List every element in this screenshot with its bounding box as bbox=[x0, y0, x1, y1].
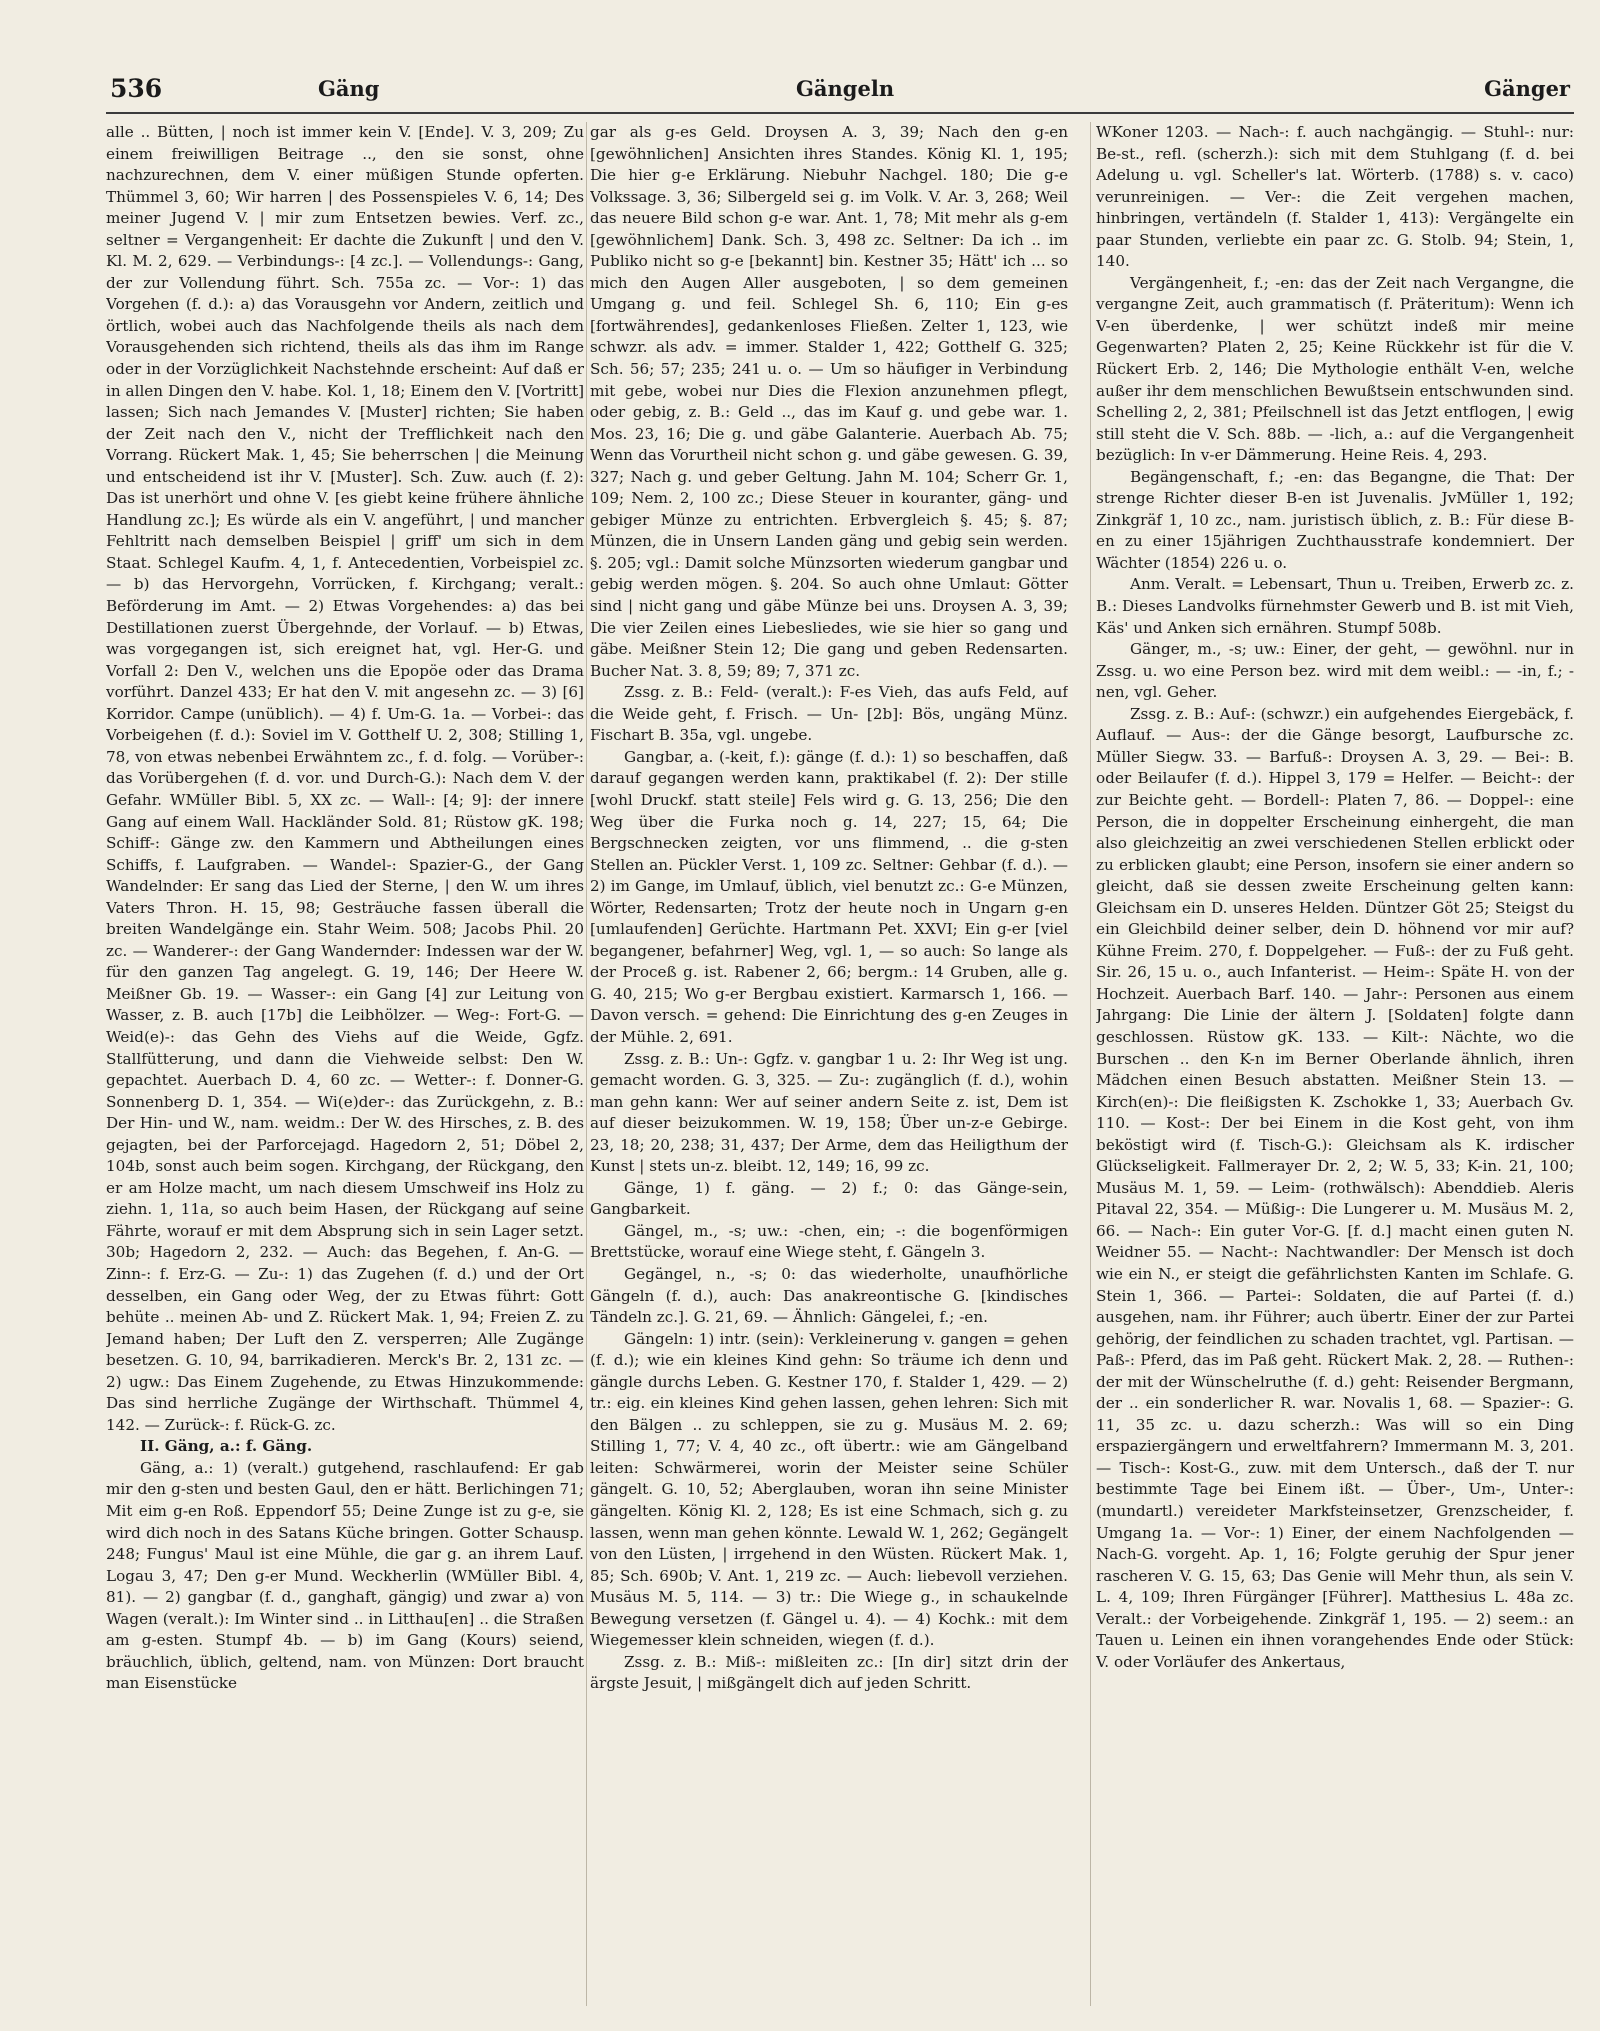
column-2 bbox=[590, 122, 1068, 2012]
running-head-center: Gängeln bbox=[796, 76, 895, 101]
entry-text: Gänger, m., -s; uw.: Einer, der geht, — gewöhnl. nur in Zssg. u. wo eine Person bez. wird mit dem weibl.: — -in, f.; -nen, vgl. Geher. bbox=[1096, 640, 1574, 702]
entry-text: Zssg. z. B.: Un-: Ggfz. v. gangbar 1 u. 2: Ihr Weg ist ung. gemacht worden. G. 3, 325. — Zu-: zugänglich (f. d.), wohin man gehn kann: Wer auf seiner andern Seite z. ist, Dem ist auf dieser beizukommen. W. 19, 158; Über un-z-e Gebirge. 23, 18; 20, 238; 31, 437; Der Arme, dem das Heiligthum der Kunst | stets un-z. bleibt. 12, 149; 16, 99 zc. bbox=[590, 1049, 1068, 1176]
running-head-right: Gänger bbox=[1484, 76, 1570, 101]
entry-text: alle .. Bütten, | noch ist immer kein V. [Ende]. V. 3, 209; Zu einem freiwilligen Beitrage .., den sie sonst, ohne nachzurechnen, dem V. einer müßigen Stunde opferten. Thümmel 3, 60; Wir harren | des Possenspieles V. 6, 14; Des meiner Jugend V. | mir zum Entsetzen bewies. Verf. zc., seltner = Vergangenheit: Er dachte die Zukunft | und den V. Kl. M. 2, 629. — Verbindungs-: [4 zc.]. — Vollendungs-: Gang, der zur Vollendung führt. Sch. 755a zc. — Vor-: 1) das Vorgehen (f. d.): a) das Vorausgehn vor Andern, zeitlich und örtlich, wobei auch das Nachfolgende theils als nach dem Vorausgehenden sich richtend, theils als das ihm im Range oder in der Vorzüglichkeit Nachstehnde erscheint: Auf daß er in allen Dingen den V. habe. Kol. 1, 18; Einem den V. [Vortritt] lassen; Sich nach Jemandes V. [Muster] richten; Sie haben der Zeit nach den V., nicht der Trefflichkeit nach den Vorrang. Rückert Mak. 1, 45; Sie beherrschen | die Meinung und entscheidend ist ihr V. [Muster]. Sch. Zuw. auch (f. 2): Das ist unerhört und ohne V. [es giebt keine frühere ähnliche Handlung zc.]; Es würde als ein V. angeführt, | und mancher Fehltritt nach demselben Beispiel | griff' um sich in dem Staat. Schlegel Kaufm. 4, 1, f. Antecedentien, Vorbeispiel zc. — b) das Hervorgehn, Vorrücken, f. Kirchgang; veralt.: Beförderung im Amt. — 2) Etwas Vorgehendes: a) das bei Destillationen zuerst Übergehnde, der Vorlauf. — b) Etwas, was vorgegangen ist, sich ereignet hat, vgl. Her-G. und Vorfall 2: Den V., welchen uns die Epopöe oder das Drama vorführt. Danzel 433; Er hat den V. mit angesehn zc. — 3) [6] Korridor. Campe (unüblich). — 4) f. Um-G. 1a. — Vorbei-: das Vorbeigehen (f. d.): Soviel im V. Gotthelf U. 2, 308; Stilling 1, 78, von etwas nebenbei Erwähntem zc., f. d. folg. — Vorüber-: das Vorübergehen (f. d. vor. und Durch-G.): Nach dem V. der Gefahr. WMüller Bibl. 5, XX zc. — Wall-: [4; 9]: der innere Gang auf einem Wall. Hackländer Sold. 81; Rüstow gK. 198; Schiff-: Gänge zw. den Kammern und Abtheilungen eines Schiffs, f. Laufgraben. — Wandel-: Spazier-G., der Gang Wandelnder: Er sang das Lied der Sterne, | den W. um ihres Vaters Thron. H. 15, 98; Gesträuche fassen überall die breiten Wandelgänge ein. Stahr Weim. 508; Jacobs Phil. 20 zc. — Wanderer-: der Gang Wandernder: Indessen war der W. für den ganzen Tag angelegt. G. 19, 146; Der Heere W. Meißner Gb. 19. — Wasser-: ein Gang [4] zur Leitung von Wasser, z. B. auch [17b] die Leibhölzer. — Weg-: Fort-G. — Weid(e)-: das Gehn des Viehs auf die Weide, Ggfz. Stallfütterung, und dann die Viehweide selbst: Den W. gepachtet. Auerbach D. 4, 60 zc. — Wetter-: f. Donner-G. Sonnenberg D. 1, 354. — Wi(e)der-: das Zurückgehn, z. B.: Der Hin- und W., nam. weidm.: Der W. des Hirsches, z. B. des gejagten, bei der Parforcejagd. Hagedorn 2, 51; Döbel 2, 104b, sonst auch beim sogen. Kirchgang, der Rückgang, den er am Holze macht, um nach diesem Umschweif ins Holz zu ziehn. 1, 11a, so auch beim Hasen, der Rückgang auf seine Fährte, worauf er mit dem Absprung sich in sein Lager setzt. 30b; Hagedorn 2, 232. — Auch: das Begehen, f. An-G. — Zinn-: f. Erz-G. — Zu-: 1) das Zugehen (f. d.) und der Ort desselben, ein Gang oder Weg, der zu Etwas führt: Gott behüte .. meinen Ab- und Z. Rückert Mak. 1, 94; Freien Z. zu Jemand haben; Der Luft den Z. versperren; Alle Zugänge besetzen. G. 10, 94, barrikadieren. Merck's Br. 2, 131 zc. — 2) ugw.: Das Einem Zugehende, zu Etwas Hinzukommende: Das sind herrliche Zugänge der Wirthschaft. Thümmel 4, 142. — Zurück-: f. Rück-G. zc. bbox=[106, 123, 584, 1434]
entry-text: II. Gäng, a.: f. Gäng. bbox=[140, 1437, 313, 1456]
column-3 bbox=[1096, 122, 1574, 2012]
column-divider bbox=[586, 122, 587, 2006]
page-header bbox=[106, 74, 1574, 114]
entry-text: Gangbar, a. (-keit, f.): gänge (f. d.): 1) so beschaffen, daß darauf gegangen werden kann, praktikabel (f. 2): Der stille [wohl Druckf. statt steile] Fels wird g. G. 13, 256; Die den Weg über die Furka noch g. 14, 227; 15, 64; Die Bergschnecken zeigten, vor uns flimmend, .. die g-sten Stellen an. Pückler Verst. 1, 109 zc. Seltner: Gehbar (f. d.). — 2) im Gange, im Umlauf, üblich, viel benutzt zc.: G-e Münzen, Wörter, Redensarten; Trotz der heute noch in Ungarn g-en [umlaufenden] Gerüchte. Hartmann Pet. XXVI; Ein g-er [viel begangener, befahrner] Weg, vgl. 1, — so auch: So lange als der Proceß g. ist. Rabener 2, 66; bergm.: 14 Gruben, alle g. G. 40, 215; Wo g-er Bergbau existiert. Karmarsch 1, 166. — Davon versch. = gehend: Die Einrichtung des g-en Zeuges in der Mühle. 2, 691. bbox=[590, 747, 1068, 1046]
entry-text: Gängel, m., -s; uw.: -chen, ein; -: die bogenförmigen Brettstücke, worauf eine Wiege steht, f. Gängeln 3. bbox=[590, 1221, 1068, 1262]
page-number: 536 bbox=[110, 74, 163, 103]
header-rule bbox=[106, 112, 1574, 114]
entry-text: Gäng, a.: 1) (veralt.) gutgehend, raschlaufend: Er gab mir den g-sten und besten Gaul, den er hätt. Berlichingen 71; Mit eim g-en Roß. Eppendorf 55; Deine Zunge ist zu g-e, sie wird dich noch in des Satans Küche bringen. Gotter Schausp. 248; Fungus' Maul ist eine Mühle, die gar g. an ihrem Lauf. Logau 3, 47; Den g-er Mund. Weckherlin (WMüller Bibl. 4, 81). — 2) gangbar (f. d., ganghaft, gängig) und zwar a) von Wagen (veralt.): Im Winter sind .. in Litthau[en] .. die Straßen am g-esten. Stumpf 4b. — b) im Gang (Kours) seiend, bräuchlich, üblich, geltend, nam. von Münzen: Dort braucht man Eisenstücke bbox=[106, 1458, 584, 1693]
running-head-left: Gäng bbox=[318, 76, 380, 101]
entry-text: Gängeln: 1) intr. (sein): Verkleinerung v. gangen = gehen (f. d.); wie ein kleines Kind gehn: So träume ich denn und gängle durchs Leben. G. Kestner 170, f. Stalder 1, 429. — 2) tr.: eig. ein kleines Kind gehen lassen, gehen lehren: Sich mit den Bälgen .. zu schleppen, sie zu g. Musäus M. 2. 69; Stilling 1, 77; V. 4, 40 zc., oft übertr.: wie am Gängelband leiten: Schwärmerei, worin der Meister seine Schüler gängelt. G. 10, 52; Aberglauben, woran ihn seine Minister gängelten. König Kl. 2, 128; Es ist eine Schmach, sich g. zu lassen, wenn man gehen könnte. Lewald W. 1, 262; Gegängelt von den Lüsten, | irrgehend in den Wüsten. Rückert Mak. 1, 85; Sch. 690b; V. Ant. 1, 219 zc. — Auch: liebevoll verziehen. Musäus M. 5, 114. — 3) tr.: Die Wiege g., in schaukelnde Bewegung versetzen (f. Gängel u. 4). — 4) Kochk.: mit dem Wiegemesser klein schneiden, wiegen (f. d.). bbox=[590, 1329, 1068, 1650]
entry-text: gar als g-es Geld. Droysen A. 3, 39; Nach den g-en [gewöhnlichen] Ansichten ihres Standes. König Kl. 1, 195; Die hier g-e Erklärung. Niebuhr Nachgel. 180; Die g-e Volkssage. 3, 36; Silbergeld sei g. im Volk. V. Ar. 3, 268; Weil das neuere Bild schon g-e war. Ant. 1, 78; Mit mehr als g-em [gewöhnlichem] Dank. Sch. 3, 498 zc. Seltner: Da ich .. im Publiko nicht so g-e [bekannt] bin. Kestner 35; Hätt' ich ... so mich den Augen Aller ausgeboten, | so dem gemeinen Umgang g. und feil. Schlegel Sh. 6, 110; Ein g-es [fortwährendes], gedankenloses Fließen. Zelter 1, 123, wie schwzr. als adv. = immer. Stalder 1, 422; Gotthelf G. 325; Sch. 56; 57; 235; 241 u. o. — Um so häufiger in Verbindung mit gebe, wobei nur Dies die Flexion anzunehmen pflegt, oder gebig, z. B.: Geld .., das im Kauf g. und gebe war. 1. Mos. 23, 16; Die g. und gäbe Galanterie. Auerbach Ab. 75; Wenn das Vorurtheil nicht schon g. und gäbe gewesen. G. 39, 327; Nach g. und geber Geltung. Jahn M. 104; Scherr Gr. 1, 109; Nem. 2, 100 zc.; Diese Steuer in kouranter, gäng- und gebiger Münze zu entrichten. Erbvergleich §. 45; §. 87; Münzen, die in Unsern Landen gäng und gebig sein werden. §. 205; vgl.: Damit solche Münzsorten wiederum gangbar und gebig werden mögen. §. 204. So auch ohne Umlaut: Götter sind | nicht gang und gäbe Münze bei uns. Droysen A. 3, 39; Die vier Zeilen eines Liebesliedes, wie sie hier so gang und gäbe. Meißner Stein 12; Die gang und geben Redensarten. Bucher Nat. 3. 8, 59; 89; 7, 371 zc. bbox=[590, 123, 1068, 680]
column-1 bbox=[106, 122, 584, 2012]
entry-text: WKoner 1203. — Nach-: f. auch nachgängig. — Stuhl-: nur: Be-st., refl. (scherzh.): sich mit dem Stuhlgang (f. d. bei Adelung u. vgl. Scheller's lat. Wörterb. (1788) s. v. caco) verunreinigen. — Ver-: die Zeit vergehen machen, hinbringen, vertändeln (f. Stalder 1, 413): Vergängelte ein paar Stunden, verliebte ein paar zc. G. Stolb. 94; Stein, 1, 140. bbox=[1096, 123, 1574, 271]
entry-text: Vergängenheit, f.; -en: das der Zeit nach Vergangne, die vergangne Zeit, auch grammatisch (f. Präteritum): Wenn ich V-en überdenke, | wer schützt indeß mir meine Gegenwarten? Platen 2, 25; Keine Rückkehr ist für die V. Rückert Erb. 2, 146; Die Mythologie enthält V-en, welche außer ihr dem menschlichen Bewußtsein entschwunden sind. Schelling 2, 2, 381; Pfeilschnell ist das Jetzt entflogen, | ewig still steht die V. Sch. 88b. — -lich, a.: auf die Vergangenheit bezüglich: In v-er Dämmerung. Heine Reis. 4, 293. bbox=[1096, 273, 1574, 465]
entry-text: Gegängel, n., -s; 0: das wiederholte, unaufhörliche Gängeln (f. d.), auch: Das anakreontische G. [kindisches Tändeln zc.]. G. 21, 69. — Ähnlich: Gängelei, f.; -en. bbox=[590, 1264, 1068, 1327]
entry-text: Zssg. z. B.: Feld- (veralt.): F-es Vieh, das aufs Feld, auf die Weide geht, f. Frisch. — Un- [2b]: Bös, ungäng Münz. Fischart B. 35a, vgl. ungebe. bbox=[590, 683, 1068, 745]
entry-text: Begängenschaft, f.; -en: das Begangne, die That: Der strenge Richter dieser B-en ist Juvenalis. JvMüller 1, 192; Zinkgräf 1, 10 zc., nam. juristisch üblich, z. B.: Für diese B-en zu einer 15jährigen Zuchthausstrafe kondemniert. Der Wächter (1854) 226 u. o. bbox=[1096, 467, 1574, 572]
entry-text: Gänge, 1) f. gäng. — 2) f.; 0: das Gänge-sein, Gangbarkeit. bbox=[590, 1178, 1068, 1219]
entry-text: Zssg. z. B.: Miß-: mißleiten zc.: [In dir] sitzt drin der ärgste Jesuit, | mißgängelt dich auf jeden Schritt. bbox=[590, 1652, 1068, 1693]
column-divider bbox=[1090, 122, 1091, 2006]
entry-text: Anm. Veralt. = Lebensart, Thun u. Treiben, Erwerb zc. z. B.: Dieses Landvolks fürnehmster Gewerb und B. ist mit Vieh, Käs' und Anken sich ernähren. Stumpf 508b. bbox=[1096, 575, 1574, 637]
entry-text: Zssg. z. B.: Auf-: (schwzr.) ein aufgehendes Eiergebäck, f. Auflauf. — Aus-: der die Gänge besorgt, Laufbursche zc. Müller Siegw. 33. — Barfuß-: Droysen A. 3, 29. — Bei-: B. oder Beilaufer (f. d.). Hippel 3, 179 = Helfer. — Beicht-: der zur Beichte geht. — Bordell-: Platen 7, 86. — Doppel-: eine Person, die in doppelter Erscheinung einhergeht, die man also gleichzeitig an zwei verschiedenen Stellen erblickt oder zu erblicken glaubt; eine Person, insofern sie einer andern so gleicht, daß sie dessen zweite Erscheinung gelten kann: Gleichsam ein D. unseres Helden. Düntzer Göt 25; Steigst du ein Gleichbild deiner selber, dein D. höhnend vor mir auf? Kühne Freim. 270, f. Doppelgeher. — Fuß-: der zu Fuß geht. Sir. 26, 15 u. o., auch Infanterist. — Heim-: Späte H. von der Hochzeit. Auerbach Barf. 140. — Jahr-: Personen aus einem Jahrgang: Die Linie der ältern J. [Soldaten] folgte dann geschlossen. Rüstow gK. 133. — Kilt-: Nächte, wo die Burschen .. den K-n im Berner Oberlande ähnlich, ihren Mädchen einen Besuch abstatten. Meißner Stein 13. — Kirch(en)-: Die fleißigsten K. Zschokke 1, 33; Auerbach Gv. 110. — Kost-: Der bei Einem in die Kost geht, von ihm beköstigt wird (f. Tisch-G.): Gleichsam als K. irdischer Glückseligkeit. Fallmerayer Dr. 2, 2; W. 5, 33; K-in. 21, 100; Musäus M. 1, 59. — Leim- (rothwälsch): Abenddieb. Aleris Pitaval 22, 354. — Müßig-: Die Lungerer u. M. Musäus M. 2, 66. — Nach-: Ein guter Vor-G. [f. d.] macht einen guten N. Weidner 55. — Nacht-: Nachtwandler: Der Mensch ist doch wie ein N., er steigt die gefährlichsten Kanten im Schlafe. G. Stein 1, 366. — Partei-: Soldaten, die auf Partei (f. d.) ausgehen, nam. ihr Führer; auch übertr. Einer der zur Partei gehörig, der feindlichen zu schaden trachtet, vgl. Partisan. — Paß-: Pferd, das im Paß geht. Rückert Mak. 2, 28. — Ruthen-: der mit der Wünschelruthe (f. d.) geht: Reisender Bergmann, der .. ein sonderlicher R. war. Novalis 1, 68. — Spazier-: G. 11, 35 zc. u. dazu scherzh.: Was will so ein Ding erspaziergängern und erweltfahrern? Immermann M. 3, 201. — Tisch-: Kost-G., zuw. mit dem Untersch., daß der T. nur bestimmte Tage bei Einem ißt. — Über-, Um-, Unter-: (mundartl.) vereideter Markfsteinsetzer, Grenzscheider, f. Umgang 1a. — Vor-: 1) Einer, der einem Nachfolgenden — Nach-G. vorgeht. Ap. 1, 16; Folgte geruhig der Spur jener rascheren V. G. 15, 63; Das Genie will Mehr thun, als sein V. L. 4, 109; Ihren Fürgänger [Führer]. Matthesius L. 48a zc. Veralt.: der Vorbeigehende. Zinkgräf 1, 195. — 2) seem.: an Tauen u. Leinen ein ihnen vorangehendes Ende oder Stück: V. oder Vorläufer des Ankertaus, bbox=[1096, 704, 1574, 1671]
